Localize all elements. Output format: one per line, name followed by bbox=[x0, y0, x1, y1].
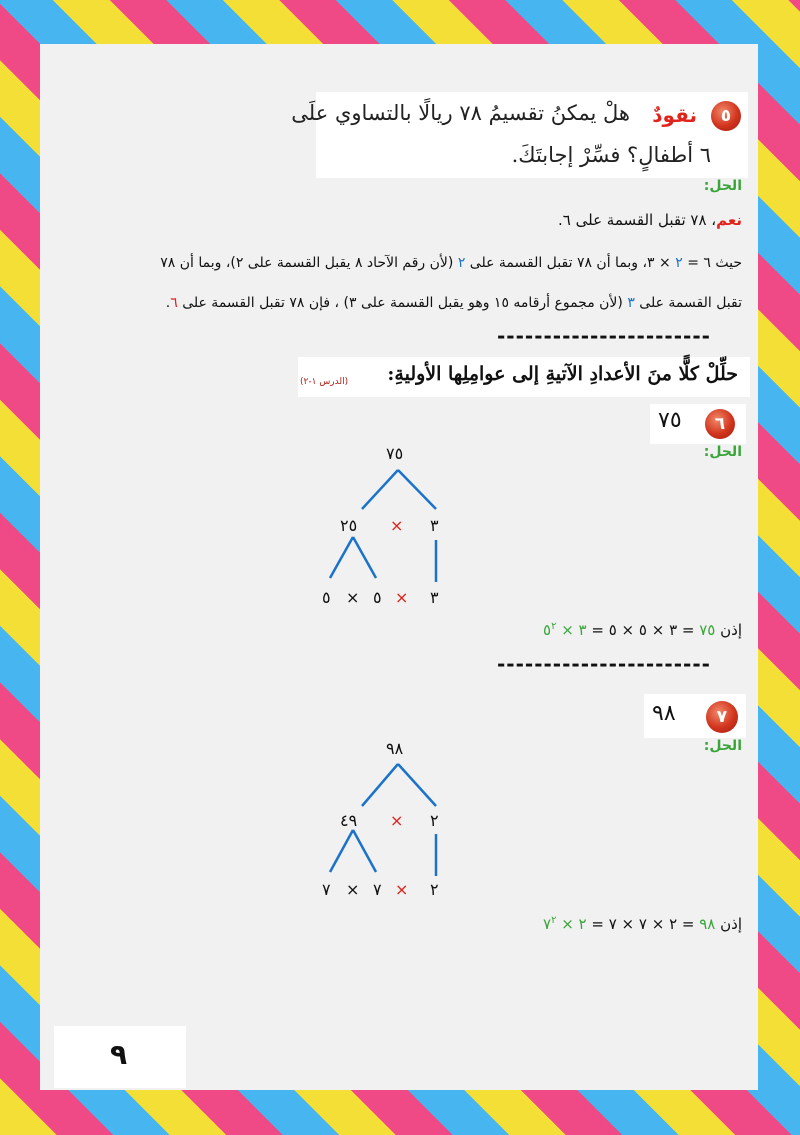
lesson-reference: (الدرس ١-٢) bbox=[300, 377, 349, 387]
q5-line4-e: . bbox=[165, 295, 171, 311]
divider-1: ----------------------- bbox=[497, 324, 711, 348]
q7-result-power: ٢ × ٧ bbox=[543, 915, 587, 933]
q5-line3-d: ٢ bbox=[457, 255, 466, 271]
q7-result bbox=[543, 915, 742, 933]
q7-tree-right: ٢ bbox=[430, 811, 439, 830]
q5-number-badge: ٥ bbox=[711, 101, 741, 131]
q6-tree-times-leaf2: × bbox=[395, 588, 409, 607]
q7-result-mid: = ٢ × ٧ × ٧ = bbox=[586, 915, 700, 933]
q7-tree-leaf3: ٢ bbox=[430, 880, 439, 899]
q7-branch-left-left bbox=[330, 830, 353, 872]
section-instruction: حلِّلْ كلًّا منَ الأعدادِ الآتيةِ إلى عوامِلِها الأوليةِ: bbox=[387, 363, 738, 385]
page-number: ٩ bbox=[110, 1038, 128, 1071]
q5-line3-c: × ٣، وبما أن ٧٨ تقبل القسمة على bbox=[465, 255, 676, 271]
q6-result-power: ٣ × ٥ bbox=[543, 621, 587, 639]
q7-branch-left-right bbox=[353, 830, 376, 872]
q5-title: نقودٌ bbox=[652, 103, 697, 127]
q5-solution-label: الحل: bbox=[703, 178, 742, 194]
q7-number-badge: ٧ bbox=[706, 701, 738, 733]
q5-line4-b: ٣ bbox=[627, 295, 635, 311]
q6-result-value: ٧٥ bbox=[699, 621, 716, 639]
q7-tree-times-leaf1: × bbox=[346, 880, 360, 899]
q5-line4-a: تقبل القسمة على bbox=[634, 295, 742, 311]
q5-line3-a: حيث ٦ = bbox=[682, 255, 742, 271]
q5-answer-yes: نعم bbox=[716, 211, 742, 229]
q6-tree-times-leaf1: × bbox=[346, 588, 360, 607]
q7-solution-label: الحل: bbox=[703, 738, 742, 754]
q6-tree-right: ٣ bbox=[430, 516, 439, 535]
q7-value: ٩٨ bbox=[652, 701, 676, 726]
q7-result-prefix: إذن bbox=[715, 915, 742, 933]
q7-tree-leaf1: ٧ bbox=[322, 880, 331, 899]
q5-answer-rest: ، ٧٨ تقبل القسمة على ٦. bbox=[557, 211, 717, 229]
q6-tree-root: ٧٥ bbox=[386, 444, 404, 463]
q6-tree-times-top: × bbox=[390, 516, 404, 535]
q5-line4-c: (لأن مجموع أرقامه ١٥ وهو يقبل القسمة على ٣) ، فإن ٧٨ تقبل القسمة على bbox=[177, 295, 628, 311]
q6-result-exponent: ٢ bbox=[551, 621, 557, 632]
q6-result-prefix: إذن bbox=[715, 621, 742, 639]
divider-2: ----------------------- bbox=[497, 652, 711, 676]
q7-tree-leaf2: ٧ bbox=[373, 880, 382, 899]
q6-tree-leaf3: ٣ bbox=[430, 588, 439, 607]
q7-tree-times-top: × bbox=[390, 811, 404, 830]
q7-tree-root: ٩٨ bbox=[386, 739, 404, 758]
q7-branch-root-left bbox=[362, 764, 398, 806]
q5-line3-b: ٢ bbox=[675, 255, 683, 271]
q6-number-badge: ٦ bbox=[705, 409, 735, 439]
q5-line3-e: (لأن رقم الآحاد ٨ يقبل القسمة على ٢)، وبما أن ٧٨ bbox=[160, 255, 458, 271]
q7-tree-times-leaf2: × bbox=[395, 880, 409, 899]
q7-result-value: ٩٨ bbox=[699, 915, 716, 933]
q6-tree-leaf1: ٥ bbox=[322, 588, 331, 607]
q5-line4-d: ٦ bbox=[170, 295, 178, 311]
q7-branch-root-right bbox=[398, 764, 436, 806]
q6-tree-leaf2: ٥ bbox=[373, 588, 382, 607]
q6-solution-label: الحل: bbox=[703, 444, 742, 460]
q6-tree-left: ٢٥ bbox=[340, 516, 358, 535]
q7-tree-left: ٤٩ bbox=[340, 811, 358, 830]
q6-result-mid: = ٣ × ٥ × ٥ = bbox=[586, 621, 700, 639]
q5-question-line2: ٦ أطفالٍ؟ فسِّرْ إجابتَكَ. bbox=[511, 143, 711, 167]
q7-result-exponent: ٢ bbox=[551, 915, 557, 926]
q5-question-line1: هلْ يمكنُ تقسيمُ ٧٨ ريالًا بالتساوي علَى bbox=[291, 101, 630, 125]
q6-value: ٧٥ bbox=[658, 408, 682, 433]
